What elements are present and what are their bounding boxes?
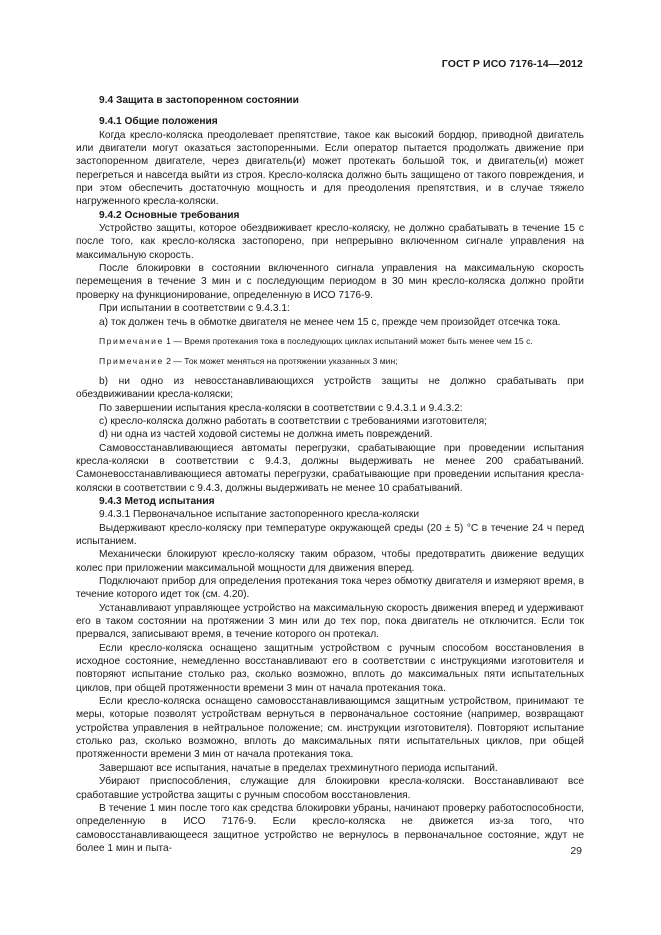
paragraph: По завершении испытания кресла-коляски в соответствии с 9.4.3.1 и 9.4.3.2: <box>99 402 463 414</box>
paragraph: Подключают прибор для определения протекания тока через обмотку двигателя и измеряют время, в течение которого идет ток (см. 4.20). <box>76 576 584 601</box>
paragraph: Самовосстанавливающиеся автоматы перегрузки, срабатывающие при проведении испытания кресла-коляски в соответствии с 9.4.3, должны выдерживать не менее 200 срабатываний. Самоневосстанавливающиеся автоматы перегрузки, срабатывающие при проведении испытания кресла-коляски в соответствии с 9.4.3, должны выдерживать не менее 10 срабатываний. <box>76 442 584 494</box>
paragraph: При испытании в соответствии с 9.4.3.1: <box>99 303 290 315</box>
note-label: Примечание <box>99 335 164 346</box>
paragraph: Завершают все испытания, начатые в пределах трехминутного периода испытаний. <box>99 762 498 774</box>
paragraph: Когда кресло-коляска преодолевает препятствие, такое как высокий бордюр, приводной двигатель или двигатели могут оказаться застопоренными. Если оператор пытается продолжать движение при застопоренном двигателе, через двигатель(и) может протекать большой ток, и двигатель(и) может перегреться и навсегда выйти из строя. Кресло-коляска должно быть защищено от такого повреждения, и при этом обеспечить достаточную мощность и для преодоления препятствия, и в случае тяжело нагруженного кресла-коляски. <box>76 129 584 208</box>
paragraph: Выдерживают кресло-коляску при температуре окружающей среды (20 ± 5) °С в течение 24 ч перед испытанием. <box>76 522 584 547</box>
document-body <box>76 94 584 855</box>
note-label: Примечание <box>99 355 164 366</box>
note-text: 1 — Время протекания тока в последующих циклах испытаний может быть менее чем 15 с. <box>163 335 533 346</box>
paragraph: В течение 1 мин после того как средства блокировки убраны, начинают проверку работоспособности, определенную в ИСО 7176-9. Если кресло-коляска не движется из-за того, что самовосстанавливающееся защитное устройство не вернулось в первоначальное состояние, ждут не более 1 мин и пыта- <box>76 802 584 854</box>
note <box>76 335 584 347</box>
paragraph: Если кресло-коляска оснащено самовосстанавливающимся защитным устройством, принимают те меры, которые позволят устройствам вернуться в первоначальное состояние (например, возвращают устройства управления в нейтральное положение; см. инструкции изготовителя). Повторяют испытание столько раз, сколько возможно, вплоть до максимальных пяти испытательных циклов, при общей протяженности времени 3 мин от начала протекания тока. <box>76 696 584 761</box>
note <box>76 355 584 367</box>
paragraph: Убирают приспособления, служащие для блокировки кресла-коляски. Восстанавливают все сработавшие устройства защиты с ручным способом восстановления. <box>76 776 584 801</box>
subsection-title: 9.4.2 Основные требования <box>99 209 240 221</box>
paragraph: После блокировки в состоянии включенного сигнала управления на максимальную скорость перемещения в течение 3 мин и с последующим периодом в 30 мин кресло-коляска должно пройти проверку на функционирование, определенную в ИСО 7176-9. <box>76 263 584 301</box>
list-item: а) ток должен течь в обмотке двигателя не менее чем 15 с, прежде чем произойдет отсечка тока. <box>99 316 561 328</box>
page-number: 29 <box>570 845 582 857</box>
paragraph: Устанавливают управляющее устройство на максимальную скорость движения вперед и удерживают его в таком состоянии на протяжении 3 мин или до тех пор, пока двигатель не отключится. Если ток прервался, записывают время, в течение которого он протекал. <box>76 602 584 641</box>
list-item: d) ни одна из частей ходовой системы не должна иметь повреждений. <box>99 429 433 441</box>
section-title: 9.4 Защита в застопоренном состоянии <box>99 95 299 106</box>
list-item: с) кресло-коляска должно работать в соответствии с требованиями изготовителя; <box>99 415 487 427</box>
subsubsection-title: 9.4.3.1 Первоначальное испытание застопоренного кресла-коляски <box>99 509 420 521</box>
subsection-title: 9.4.1 Общие положения <box>99 116 218 128</box>
paragraph: Если кресло-коляска оснащено защитным устройством с ручным способом восстановления в исходное состояние, немедленно восстанавливают его в соответствии с инструкциями изготовителя и повторяют испытание столько раз, сколько возможно, вплоть до максимальных пяти испытательных циклов, при общей протяженности времени 3 мин от начала протекания тока. <box>76 642 584 694</box>
list-item: b) ни одно из невосстанавливающихся устройств защиты не должно срабатывать при обездвиживании кресла-коляски; <box>76 375 584 401</box>
note-text: 2 — Ток может меняться на протяжении указанных 3 мин; <box>163 355 398 366</box>
document-header: ГОСТ Р ИСО 7176-14—2012 <box>441 58 583 70</box>
paragraph: Устройство защиты, которое обездвиживает кресло-коляску, не должно срабатывать в течение 15 с после того, как кресло-коляска застопорено, при непрерывно включенном сигнале управления на максимальную скорость. <box>76 223 584 261</box>
subsection-title: 9.4.3 Метод испытания <box>99 495 215 507</box>
paragraph: Механически блокируют кресло-коляску таким образом, чтобы предотвратить движение ведущих колес при приложении максимальной мощности для движения вперед. <box>76 549 584 574</box>
